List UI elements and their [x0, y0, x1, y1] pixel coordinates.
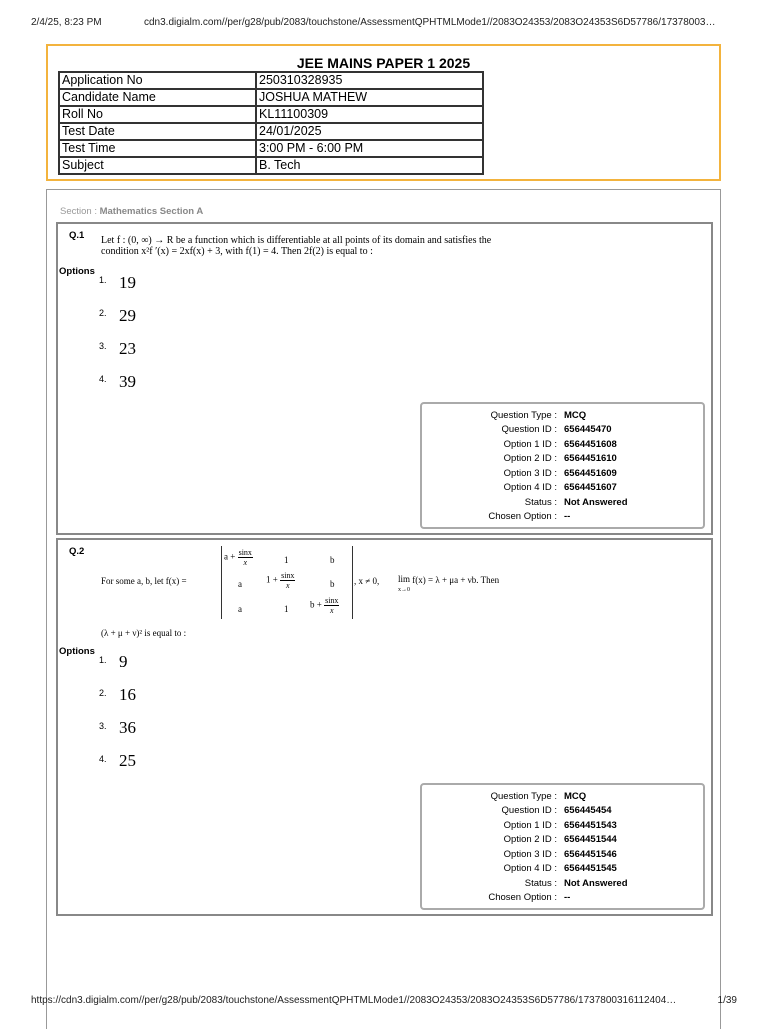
- limit-symbol: lim x→0 f(x) = λ + μa + νb. Then: [398, 574, 500, 593]
- table-row: [59, 140, 483, 157]
- option-1-value[interactable]: 19: [119, 273, 136, 292]
- meta-option-4-id: Option 4 ID : 6564451607: [503, 482, 617, 493]
- meta-option-3-id: Option 3 ID : 6564451609: [503, 468, 617, 479]
- option-2-value[interactable]: 16: [119, 685, 136, 704]
- det-r3c3: b + $\frac{\sin x}{x}$: [310, 596, 339, 615]
- info-label: Test Date: [59, 123, 256, 140]
- info-value: JOSHUA MATHEW: [256, 89, 483, 106]
- question-text-line-2: (λ + μ + ν)² is equal to :: [101, 628, 187, 638]
- option-1-value[interactable]: 9: [119, 652, 128, 671]
- question-meta-box: [420, 783, 705, 910]
- option-2-number: 2.: [99, 308, 107, 318]
- page-number: 1/39: [717, 995, 737, 1006]
- meta-question-id: Question ID : 656445454: [501, 805, 612, 816]
- info-label: Candidate Name: [59, 89, 256, 106]
- footer-url[interactable]: https://cdn3.digialm.com//per/g28/pub/2083/touchstone/AssessmentQPHTMLMode1//2083O24353/2083O24353S6D57786/173780031611​2404…: [31, 995, 677, 1006]
- info-value: 24/01/2025: [256, 123, 483, 140]
- info-label: Subject: [59, 157, 256, 174]
- exam-title: JEE MAINS PAPER 1 2025: [296, 55, 471, 71]
- option-2-value[interactable]: 29: [119, 306, 136, 325]
- meta-option-2-id: Option 2 ID : 6564451544: [503, 834, 617, 845]
- meta-status: Status : Not Answered: [524, 878, 628, 889]
- meta-option-1-id: Option 1 ID : 6564451543: [503, 820, 617, 831]
- info-value: 3:00 PM - 6:00 PM: [256, 140, 483, 157]
- candidate-info-table: [58, 71, 484, 175]
- x-condition: , x ≠ 0,: [354, 576, 380, 586]
- meta-option-2-id: Option 2 ID : 6564451610: [503, 453, 617, 464]
- det-r1c1: a + $\frac{\sin x}{x}$: [224, 548, 252, 567]
- print-url: cdn3.digialm.com//per/g28/pub/2083/touchstone/AssessmentQPHTMLMode1//2083O24353/2083O24353S6D57786/17378003…: [144, 17, 716, 28]
- print-date: 2/4/25, 8:23 PM: [31, 17, 102, 28]
- info-value: KL11100309: [256, 106, 483, 123]
- determinant: [221, 546, 353, 619]
- info-value: B. Tech: [256, 157, 483, 174]
- question-text-line-2: condition x²f ′(x) = 2xf(x) + 3, with f(1) = 4. Then 2f(2) is equal to :: [101, 246, 373, 257]
- question-text-line-1: Let f : (0, ∞) → R be a function which is differentiable at all points of its domain and satisfies the: [101, 235, 492, 246]
- info-value: 250310328935: [256, 72, 483, 89]
- option-3-value[interactable]: 36: [119, 718, 136, 737]
- det-r2c1: a: [238, 579, 242, 589]
- info-label: Test Time: [59, 140, 256, 157]
- table-row: [59, 157, 483, 174]
- table-row: [59, 89, 483, 106]
- meta-chosen-option: Chosen Option : --: [488, 892, 571, 903]
- option-3-value[interactable]: 23: [119, 339, 136, 358]
- meta-question-id: Question ID : 656445470: [501, 424, 612, 435]
- meta-status: Status : Not Answered: [524, 497, 628, 508]
- det-r3c1: a: [238, 604, 242, 614]
- exam-info-box: [46, 44, 721, 181]
- question-1-box: [56, 222, 713, 535]
- meta-option-4-id: Option 4 ID : 6564451545: [503, 863, 617, 874]
- option-3-number: 3.: [99, 341, 107, 351]
- meta-option-1-id: Option 1 ID : 6564451608: [503, 439, 617, 450]
- options-label: Options: [59, 266, 95, 277]
- question-number: Q.1: [69, 230, 85, 241]
- option-4-number: 4.: [99, 374, 107, 384]
- info-label: Application No: [59, 72, 256, 89]
- question-meta-box: [420, 402, 705, 529]
- option-1-number: 1.: [99, 655, 107, 665]
- question-number: Q.2: [69, 546, 85, 557]
- option-4-value[interactable]: 25: [119, 751, 136, 770]
- table-row: [59, 72, 483, 89]
- meta-chosen-option: Chosen Option : --: [488, 511, 571, 522]
- options-label: Options: [59, 646, 95, 657]
- section-name: Mathematics Section A: [99, 206, 204, 217]
- question-2-box: [56, 538, 713, 916]
- det-r1c3: b: [330, 555, 335, 565]
- option-1-number: 1.: [99, 275, 107, 285]
- det-r2c2: 1 + $\frac{\sin x}{x}$: [266, 571, 295, 590]
- det-r3c2: 1: [284, 604, 289, 614]
- meta-option-3-id: Option 3 ID : 6564451546: [503, 849, 617, 860]
- section-label: [60, 206, 203, 217]
- option-3-number: 3.: [99, 721, 107, 731]
- option-2-number: 2.: [99, 688, 107, 698]
- table-row: [59, 123, 483, 140]
- meta-question-type: Question Type : MCQ: [490, 791, 587, 802]
- info-label: Roll No: [59, 106, 256, 123]
- meta-question-type: Question Type : MCQ: [490, 410, 587, 421]
- section-prefix: Section :: [60, 206, 100, 217]
- option-4-value[interactable]: 39: [119, 372, 136, 391]
- det-r2c3: b: [330, 579, 335, 589]
- table-row: [59, 106, 483, 123]
- det-r1c2: 1: [284, 555, 289, 565]
- question-intro: For some a, b, let f(x) =: [101, 576, 187, 586]
- option-4-number: 4.: [99, 754, 107, 764]
